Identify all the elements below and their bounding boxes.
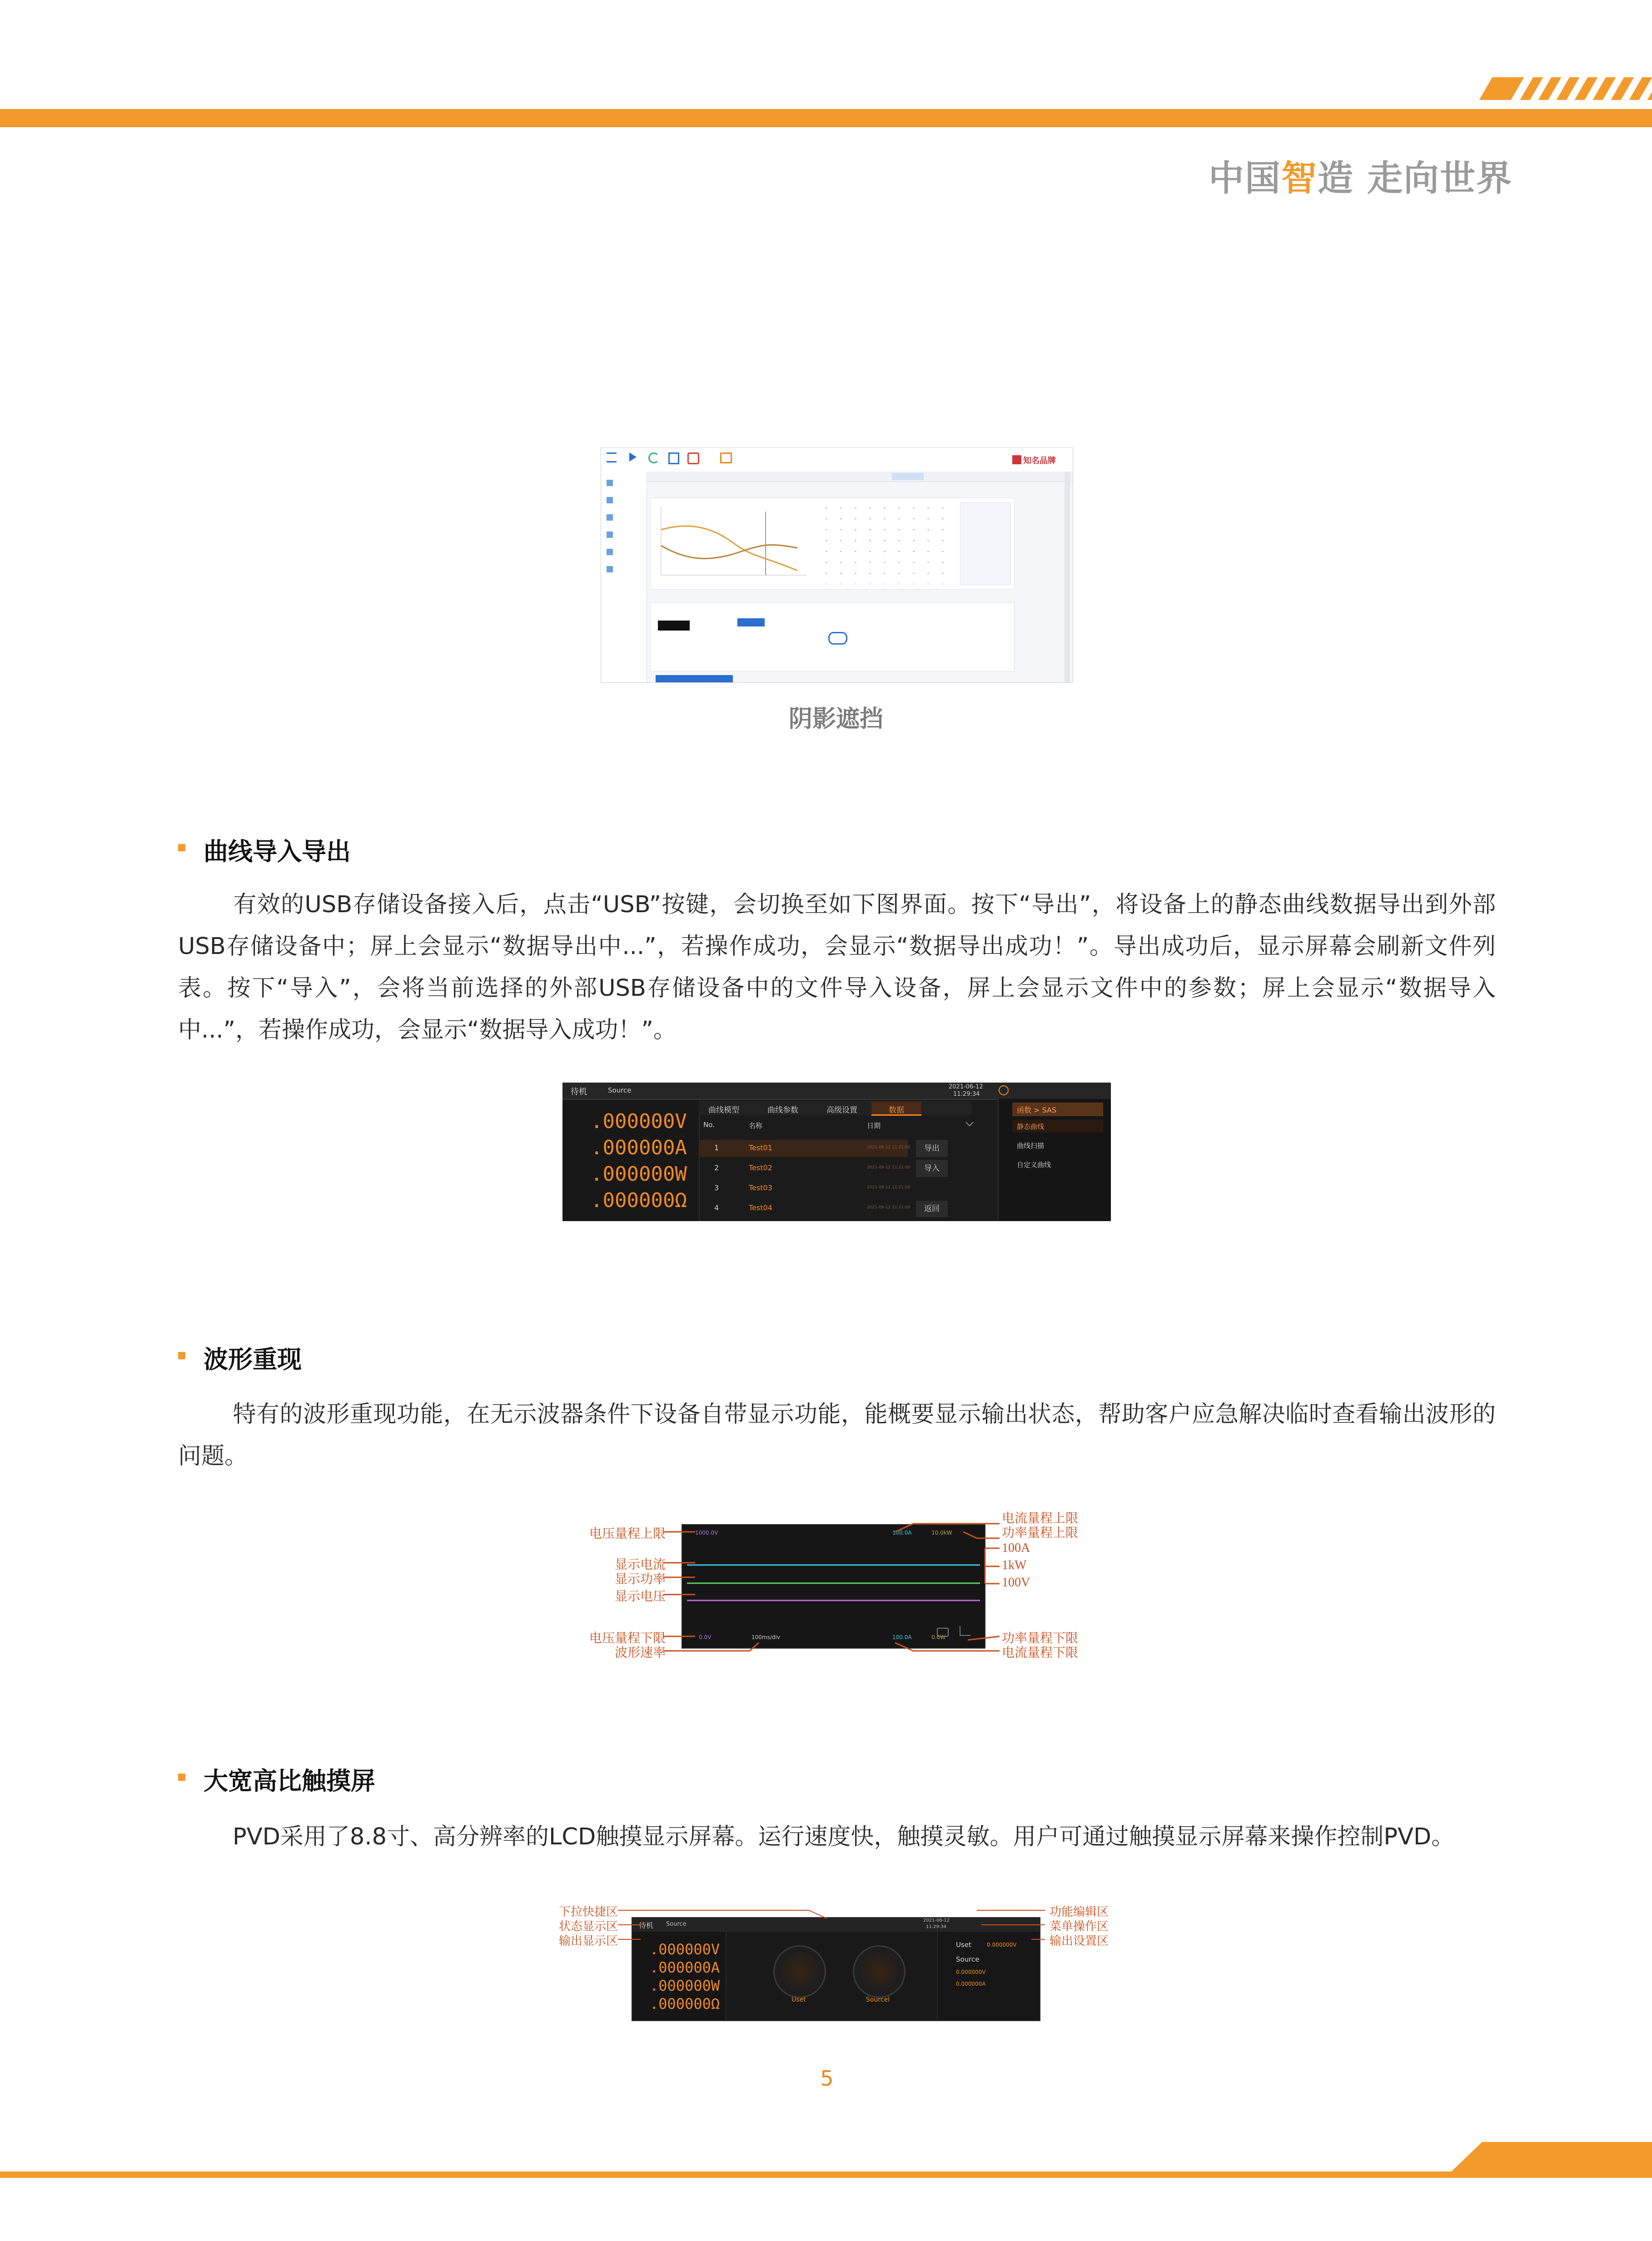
col-name: 名称 [749,1122,763,1130]
menu-item-static-curve[interactable]: 静态曲线 [1017,1123,1045,1131]
label-v-upper: 电压量程上限 [589,1527,666,1541]
toolbar-menu-icon[interactable] [607,452,617,462]
toolbar-save-icon[interactable] [668,452,679,464]
cloud-sync-icon [828,632,847,645]
label-function-edit-area: 功能编辑区 [1050,1905,1109,1918]
label-wave-rate: 波形速率 [614,1646,666,1660]
tab-curve-params[interactable]: 曲线参数 [767,1106,798,1115]
menu-title: 函数 > SAS [1017,1106,1057,1114]
reading-resistance: .000000Ω [591,1189,687,1212]
usb-export-screen [562,1083,1111,1221]
back-button[interactable]: 返回 [916,1201,948,1217]
status-label: 待机 [639,1921,654,1930]
v-lower-value: 0.0V [699,1634,712,1640]
menu-item-curve-scan[interactable]: 曲线扫描 [1017,1142,1045,1150]
mode-label: Source [608,1086,632,1094]
export-button[interactable]: 导出 [916,1140,948,1157]
toolbar-play-icon[interactable] [629,452,637,462]
software-screenshot [601,447,1073,683]
tab-advanced[interactable]: 高级设置 [826,1106,857,1115]
menu-item-custom-curve[interactable]: 自定义曲线 [1017,1161,1051,1169]
p-upper-value: 10.0kW [931,1530,952,1536]
mode-label: Source [666,1921,687,1928]
i-lower-value: 100.0A [892,1634,912,1640]
table-row-date: 2021-06-12 11:21:00 [867,1145,911,1150]
section-title-curve-io: 曲线导入导出 [204,837,351,866]
iv-curve-thumbnail [652,502,816,584]
toolbar-tool-icon[interactable] [687,452,699,464]
table-row-no: 4 [714,1203,719,1212]
col-no: No. [703,1121,715,1129]
section-paragraph-touchscreen: PVD采用了8.8寸、高分辨率的LCD触摸显示屏幕。运行速度快，触摸灵敏。用户可通过触摸显示屏幕来操作控制PVD。 [233,1824,1455,1850]
reading-current: .000000A [591,1136,687,1159]
section-bullet [178,844,185,851]
date-label: 2021-06-12 [949,1083,983,1090]
touch-annotation-lines [572,1901,1118,1956]
set-value-2[interactable]: 0.000000A [956,1981,986,1987]
table-row-name[interactable]: Test03 [749,1183,772,1192]
set-value-uset[interactable]: 0.000000V [987,1942,1017,1948]
reading-voltage: .000000V [591,1110,687,1133]
table-row-name[interactable]: Test04 [749,1203,772,1212]
reading-voltage: .000000V [650,1941,720,1958]
table-row-no: 3 [714,1183,719,1192]
time-label: 11:29:34 [926,1924,946,1929]
label-status-area: 状态显示区 [558,1920,618,1933]
knob-label-uset: Uset [791,1996,806,2003]
table-row-date: 2021-06-12 11:21:00 [867,1185,911,1190]
p-lower-value: 0.0W [931,1634,945,1640]
import-button[interactable]: 导入 [916,1160,948,1177]
label-show-current: 显示电流 [614,1558,666,1572]
time-label: 11:29:34 [953,1091,980,1098]
label-show-power: 显示功率 [614,1572,666,1586]
reading-current: .000000A [650,1959,720,1976]
date-label: 2021-06-12 [923,1918,950,1923]
section-paragraph-curve-io: 有效的USB存储设备接入后，点击“USB”按键，会切换至如下图界面。按下“导出”，将设备上的静态曲线数据导出到外部USB存储设备中；屏上会显示“数据导出中...”，若操作成功，会显示“数据导出成功！”。导出成功后，显示屏幕会刷新文件列表。按下“导入”，会将当前选择的外部USB存储设备中的文件导入设备，屏上会显示文件中的参数；屏上会显示“数据导入中...”，若操作成功，会显示“数据导入成功！”。 [178,891,1496,1043]
wave-rate-value: 100ms/div [751,1634,780,1640]
set-label-uset: Uset [956,1941,971,1949]
section-title-touchscreen: 大宽高比触摸屏 [204,1767,375,1795]
figure-caption: 阴影遮挡 [788,706,883,733]
label-p-upper: 功率量程上限 [1002,1526,1079,1540]
toolbar-refresh-icon[interactable] [648,452,659,463]
col-date: 日期 [867,1122,881,1130]
top-accent-bar [0,109,1652,127]
toolbar-home-icon[interactable] [720,452,732,463]
tab-data[interactable]: 数据 [889,1106,904,1115]
knob-label-source: Sourcel [866,1996,890,2003]
label-p-lower: 功率量程下限 [1002,1631,1079,1645]
reading-power: .000000W [591,1163,687,1186]
label-output-display-area: 输出显示区 [558,1934,618,1948]
table-row-date: 2021-06-12 11:21:00 [867,1205,911,1210]
table-row-name[interactable]: Test02 [749,1163,772,1172]
label-i-upper: 电流量程上限 [1002,1511,1079,1525]
label-v-lower: 电压量程下限 [589,1631,666,1645]
bottom-accent-wedge [1445,2142,1652,2178]
set-value-1[interactable]: 0.000000V [956,1969,986,1975]
reading-power: .000000W [650,1977,720,1994]
brand-logo: 知名品牌 [1012,454,1058,466]
section-bullet [178,1774,185,1781]
section-bullet [178,1352,185,1359]
header-stripe-decoration [1449,77,1652,100]
bottom-accent-bar [0,2171,1652,2178]
status-label: 待机 [571,1087,587,1097]
chevron-down-icon[interactable] [966,1119,974,1127]
i-upper-value: 100.0A [892,1530,912,1536]
label-output-setting-area: 输出设置区 [1050,1934,1109,1948]
header-slogan: 中国智造 走向世界 [1209,158,1513,199]
table-row-date: 2021-06-12 11:21:00 [867,1165,911,1170]
set-label-source: Source [956,1955,980,1963]
label-100a: 100A [1002,1541,1030,1555]
reading-resistance: .000000Ω [650,1995,720,2012]
section-title-waveform: 波形重现 [204,1345,302,1374]
power-icon[interactable] [999,1085,1009,1095]
v-upper-value: 1000.0V [695,1530,718,1536]
page-number: 5 [820,2066,834,2091]
table-row-no: 2 [714,1163,719,1172]
label-menu-area: 菜单操作区 [1050,1920,1109,1933]
table-row-no: 1 [714,1143,719,1152]
label-show-voltage: 显示电压 [614,1590,666,1604]
label-i-lower: 电流量程下限 [1002,1646,1079,1660]
table-row-name[interactable]: Test01 [749,1143,772,1152]
label-1kw: 1kW [1002,1558,1027,1572]
tab-curve-model[interactable]: 曲线模型 [708,1106,739,1115]
section-paragraph-waveform: 特有的波形重现功能，在无示波器条件下设备自带显示功能，能概要显示输出状态，帮助客户应急解决临时查看输出波形的问题。 [178,1401,1496,1470]
label-100v: 100V [1002,1575,1030,1590]
label-dropdown-area: 下拉快捷区 [558,1905,618,1918]
